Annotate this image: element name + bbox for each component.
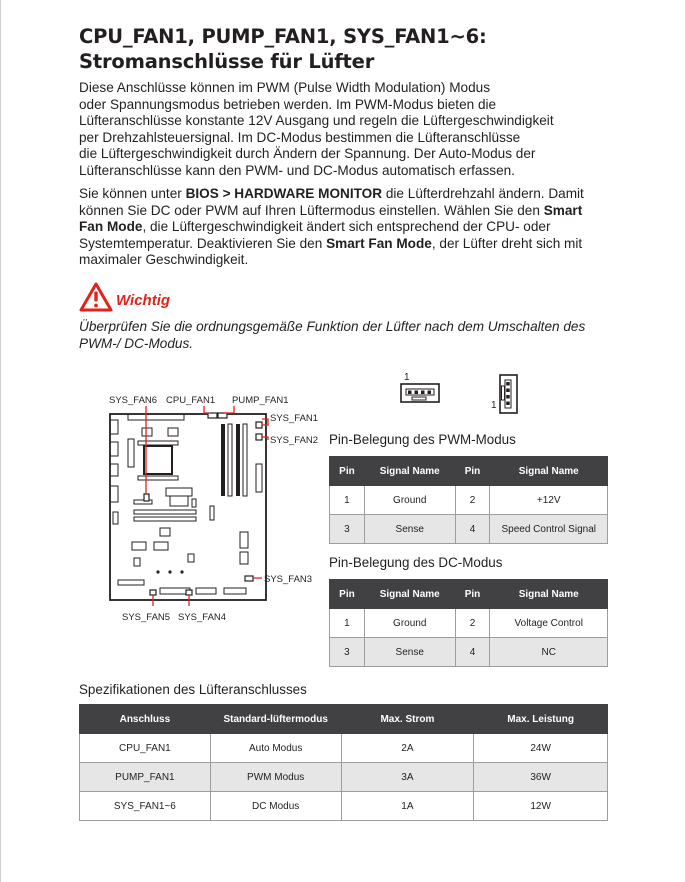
bios-text: maximaler Geschwindigkeit. <box>79 252 249 267</box>
dimm-slot <box>243 424 247 496</box>
cpu-socket <box>144 446 172 474</box>
table-row <box>330 638 608 667</box>
important-heading: Wichtig <box>116 292 171 309</box>
chipset <box>170 496 188 506</box>
pcie-slot <box>134 517 196 521</box>
svg-text:1: 1 <box>491 400 497 411</box>
table-cell: Ground <box>364 486 455 515</box>
component <box>134 558 140 566</box>
label-sys-fan1: SYS_FAN1 <box>270 413 319 424</box>
header-cell: Signal Name <box>364 457 455 486</box>
table-cell: 3A <box>341 763 474 792</box>
svg-text:1: 1 <box>404 372 410 383</box>
intro-line: Diese Anschlüsse können im PWM (Pulse Width Modulation) Modus <box>79 80 491 95</box>
table-cell: PWM Modus <box>210 763 341 792</box>
table-cell: +12V <box>490 486 608 515</box>
pcie-slot <box>134 510 196 514</box>
table-header-row <box>330 580 608 609</box>
table-cell: NC <box>490 638 608 667</box>
important-note <box>79 318 619 352</box>
sata-connector <box>240 552 248 564</box>
bios-paragraph <box>79 186 619 269</box>
table-row <box>330 609 608 638</box>
header-cell: Signal Name <box>490 457 608 486</box>
motherboard-diagram <box>100 384 340 624</box>
table-cell: 4 <box>455 515 490 544</box>
label-cpu-fan1: CPU_FAN1 <box>166 395 216 406</box>
intro-paragraph <box>79 80 619 179</box>
header-row <box>196 588 216 594</box>
table-row <box>80 763 608 792</box>
rear-io <box>110 442 118 456</box>
table-cell: CPU_FAN1 <box>80 734 211 763</box>
dc-pin-table <box>329 579 608 667</box>
small-header <box>192 499 196 507</box>
vrm-block <box>128 439 134 467</box>
page-title <box>79 24 639 74</box>
intro-line: per Drehzahlsteuersignal. Im DC-Modus bestimmen die Lüfteranschlüsse <box>79 129 521 145</box>
intro-line: oder Spannungsmodus betrieben werden. Im PWM-Modus bieten die <box>79 96 497 112</box>
component <box>160 528 170 536</box>
rear-io <box>110 420 118 434</box>
table-row <box>330 515 608 544</box>
chipset <box>166 488 192 496</box>
header-cell: Pin <box>455 457 490 486</box>
smart-fan-term: Smart Fan Mode <box>326 235 432 251</box>
sys-fan1-header <box>256 422 262 428</box>
rear-io <box>110 464 118 476</box>
bios-text: können Sie DC oder PWM auf Ihren Lüftermodus einstellen. Wählen Sie den <box>79 202 544 218</box>
title-line-2: Stromanschlüsse für Lüfter <box>79 50 375 73</box>
header-cell: Signal Name <box>490 580 608 609</box>
header-cell: Signal Name <box>364 580 455 609</box>
socket-bracket <box>138 441 178 445</box>
intro-line: Lüfteranschlüsse konstante 12V Ausgang und regeln die Lüftergeschwindigkeit <box>79 113 554 128</box>
table-cell: Sense <box>364 515 455 544</box>
component <box>188 554 194 562</box>
label-sys-fan6: SYS_FAN6 <box>109 395 158 406</box>
table-cell: 36W <box>474 763 608 792</box>
dc-table-title: Pin-Belegung des DC-Modus <box>329 555 503 570</box>
smart-fan-term: Fan Mode <box>79 219 143 234</box>
table-cell: Ground <box>364 609 455 638</box>
bios-text: die Lüfterdrehzahl ändern. Damit <box>382 186 584 201</box>
dimm-slot <box>221 424 225 496</box>
table-cell: 2A <box>341 734 474 763</box>
vertical-fan-connector-icon <box>488 372 522 416</box>
header-cell: Pin <box>455 580 490 609</box>
table-cell: PUMP_FAN1 <box>80 763 211 792</box>
page-left-edge <box>0 0 1 882</box>
table-cell: 3 <box>330 515 365 544</box>
table-cell: 24W <box>474 734 608 763</box>
label-sys-fan5: SYS_FAN5 <box>122 612 171 623</box>
header-cell: Standard-lüftermodus <box>210 705 341 734</box>
sata-connector <box>240 532 248 548</box>
bios-text: Systemtemperatur. Deaktivieren Sie den <box>79 235 327 251</box>
pwm-pin-table <box>329 456 608 544</box>
dimm-slot <box>236 424 240 496</box>
header-cell: Anschluss <box>80 705 211 734</box>
table-row <box>80 792 608 821</box>
table-cell: 2 <box>455 609 490 638</box>
note-line: PWM-/ DC-Modus. <box>79 336 194 351</box>
table-cell: Sense <box>364 638 455 667</box>
table-row <box>330 486 608 515</box>
table-cell: DC Modus <box>210 792 341 821</box>
table-cell: Voltage Control <box>490 609 608 638</box>
vrm-block <box>142 428 152 436</box>
horizontal-fan-connector-icon <box>398 372 444 406</box>
header-cell: Pin <box>330 580 365 609</box>
title-line-1: CPU_FAN1, PUMP_FAN1, SYS_FAN1~6: <box>79 25 487 48</box>
table-cell: SYS_FAN1~6 <box>80 792 211 821</box>
rear-io <box>110 486 118 502</box>
header-cell: Max. Leistung <box>474 705 608 734</box>
intro-line: Lüfteranschlüsse kann den PWM- und DC-Modus automatisch erfassen. <box>79 162 515 178</box>
vrm-block <box>168 428 178 436</box>
table-cell: 1 <box>330 486 365 515</box>
label-sys-fan2: SYS_FAN2 <box>270 435 319 446</box>
pump-fan1-header <box>218 413 227 418</box>
note-line: Überprüfen Sie die ordnungsgemäße Funktion der Lüfter nach dem Umschalten des <box>79 319 586 334</box>
socket-bracket <box>138 476 178 480</box>
sys-fan2-header <box>256 434 262 440</box>
table-cell: Auto Modus <box>210 734 341 763</box>
label-sys-fan4: SYS_FAN4 <box>178 612 227 623</box>
component <box>132 542 146 550</box>
bios-text: Sie können unter <box>79 186 186 201</box>
atx-connector <box>256 464 262 492</box>
table-cell: 2 <box>455 486 490 515</box>
table-cell: 4 <box>455 638 490 667</box>
table-header-row <box>330 457 608 486</box>
intro-line: die Lüftergeschwindigkeit durch Ändern der Spannung. Der Auto-Modus der <box>79 146 536 161</box>
sys-fan5-header <box>150 590 156 595</box>
table-cell: 1A <box>341 792 474 821</box>
sys-fan3-header <box>245 576 253 581</box>
table-row <box>80 734 608 763</box>
smart-fan-term: Smart <box>543 202 583 218</box>
table-cell: Speed Control Signal <box>490 515 608 544</box>
spec-table-title: Spezifikationen des Lüfteranschlusses <box>79 682 307 697</box>
sys-fan6-header <box>144 494 149 501</box>
bios-text: , der Lüfter dreht sich mit <box>431 235 583 251</box>
dimm-slot <box>228 424 232 496</box>
table-cell: 1 <box>330 609 365 638</box>
spec-table <box>79 704 608 821</box>
bios-text: , die Lüftergeschwindigkeit ändert sich entsprechend der CPU- oder <box>142 219 551 234</box>
table-header-row <box>80 705 608 734</box>
header-cell: Pin <box>330 457 365 486</box>
rear-io <box>113 512 118 524</box>
pwm-table-title: Pin-Belegung des PWM-Modus <box>329 432 516 447</box>
label-sys-fan3: SYS_FAN3 <box>264 574 313 585</box>
component <box>154 542 168 550</box>
sys-fan4-header <box>186 590 192 595</box>
table-cell: 3 <box>330 638 365 667</box>
cpu-fan1-header <box>208 413 217 418</box>
header-row <box>224 588 246 594</box>
small-header <box>210 506 214 520</box>
header-row <box>118 580 144 585</box>
table-cell: 12W <box>474 792 608 821</box>
warning-icon <box>79 282 113 312</box>
header-cell: Max. Strom <box>341 705 474 734</box>
bios-menu-path: BIOS > HARDWARE MONITOR <box>185 186 383 201</box>
label-pump-fan1: PUMP_FAN1 <box>232 395 289 406</box>
